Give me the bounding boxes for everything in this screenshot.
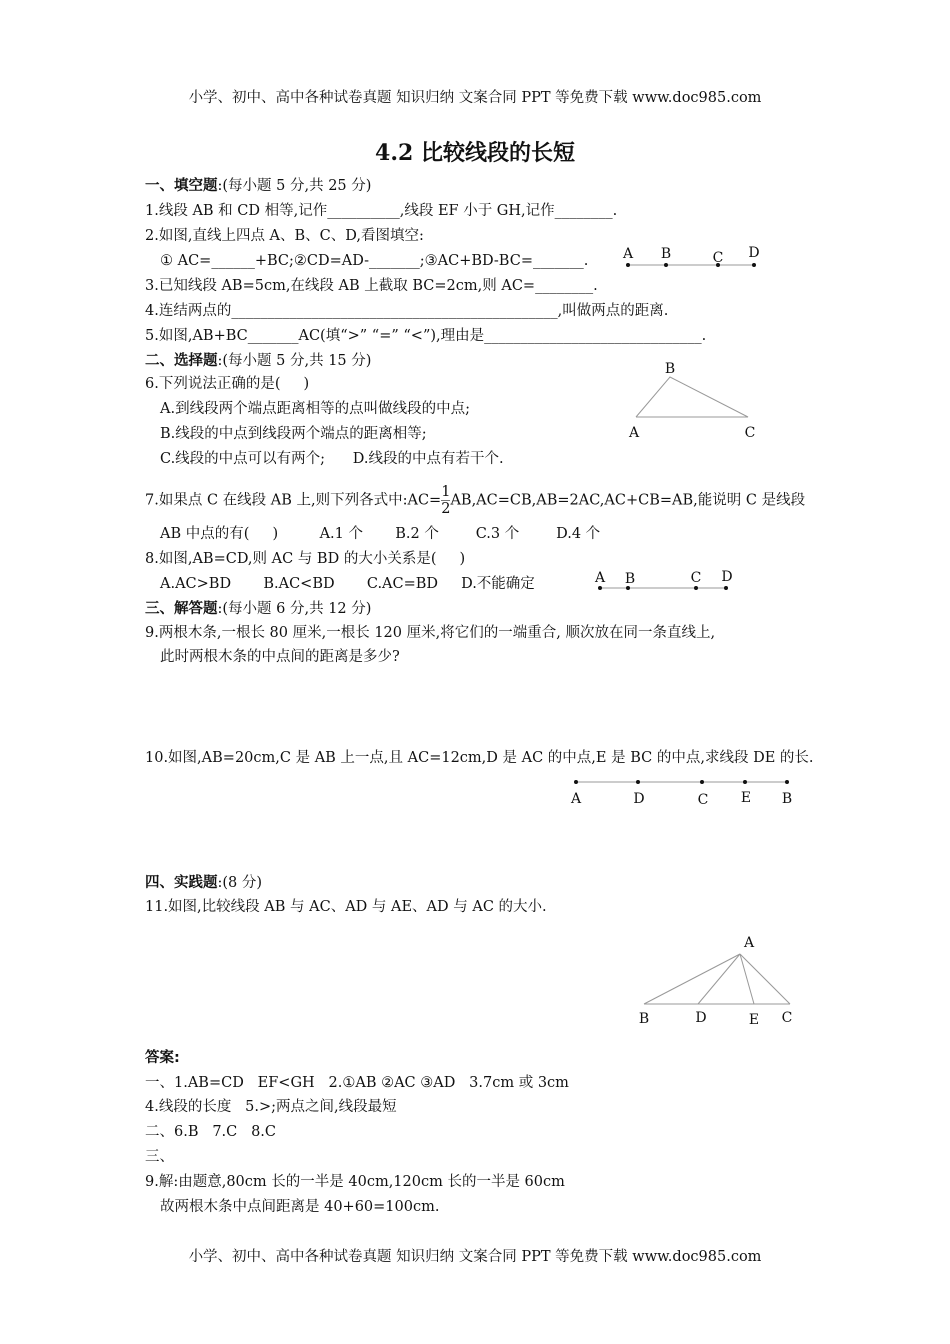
svg-text:A: A — [622, 246, 634, 262]
question-7-options: AB 中点的有( ) A.1 个 B.2 个 C.3 个 D.4 个 — [160, 526, 601, 542]
section-2-heading: 二、选择题:(每小题 5 分,共 15 分) — [145, 353, 372, 369]
question-2-blanks: ① AC=______+BC;②CD=AD-_______;③AC+BD-BC=_______. — [160, 253, 589, 269]
page-title: 4.2 比较线段的长短 — [375, 140, 575, 166]
section-3-heading: 三、解答题:(每小题 6 分,共 12 分) — [145, 601, 372, 617]
figure-q5-triangle — [620, 355, 770, 445]
question-7: 7.如果点 C 在线段 AB 上,则下列各式中:AC= $\frac{1}{2}$ AB,AC=CB,AB=2AC,AC+CB=AB,能说明 C 是线段 — [145, 484, 806, 517]
svg-text:B: B — [664, 361, 676, 377]
question-10: 10.如图,AB=20cm,C 是 AB 上一点,且 AC=12cm,D 是 AC 的中点,E 是 BC 的中点,求线段 DE 的长. — [145, 750, 814, 766]
question-2: 2.如图,直线上四点 A、B、C、D,看图填空: — [145, 228, 424, 244]
svg-text:D: D — [695, 1010, 707, 1026]
section-1-heading: 一、填空题:(每小题 5 分,共 25 分) — [145, 178, 372, 194]
svg-text:A: A — [743, 935, 755, 951]
question-6: 6.下列说法正确的是( ) — [145, 376, 310, 392]
svg-text:C: C — [697, 792, 709, 808]
section-4-heading: 四、实践题:(8 分) — [145, 875, 263, 891]
page-footer: 小学、初中、高中各种试卷真题 知识归纳 文案合同 PPT 等免费下载 www.doc985.com — [188, 1249, 762, 1265]
svg-text:C: C — [690, 570, 702, 586]
question-8-options: A.AC>BD B.AC<BD C.AC=BD D.不能确定 — [160, 576, 535, 592]
answer-line-4: 三、 — [145, 1149, 174, 1165]
question-8: 8.如图,AB=CD,则 AC 与 BD 的大小关系是( ) — [145, 551, 466, 567]
svg-text:A: A — [570, 791, 582, 807]
question-9: 9.两根木条,一根长 80 厘米,一根长 120 厘米,将它们的一端重合, 顺次放在同一条直线上, — [145, 625, 716, 641]
answers-heading: 答案: — [145, 1050, 180, 1066]
svg-text:B: B — [781, 791, 793, 807]
svg-text:D: D — [721, 569, 733, 585]
figure-q8-line — [590, 565, 740, 595]
question-5: 5.如图,AB+BC_______AC(填“>” “=” “<”),理由是______________________________. — [145, 328, 707, 344]
svg-text:B: B — [638, 1011, 650, 1027]
question-6-option-c-d: C.线段的中点可以有两个; D.线段的中点有若干个. — [160, 451, 504, 467]
svg-text:B: B — [624, 571, 636, 587]
figure-q10-line — [565, 770, 805, 810]
svg-text:D: D — [748, 245, 760, 261]
question-11: 11.如图,比较线段 AB 与 AC、AD 与 AE、AD 与 AC 的大小. — [145, 899, 547, 915]
question-4: 4.连结两点的_____________________________________________,叫做两点的距离. — [145, 303, 669, 319]
svg-text:E: E — [740, 790, 752, 806]
svg-text:C: C — [744, 425, 756, 441]
question-6-option-a: A.到线段两个端点距离相等的点叫做线段的中点; — [160, 401, 470, 417]
svg-text:D: D — [633, 791, 645, 807]
svg-text:C: C — [781, 1010, 793, 1026]
question-6-option-b: B.线段的中点到线段两个端点的距离相等; — [160, 426, 427, 442]
svg-text:A: A — [594, 570, 606, 586]
svg-text:E: E — [748, 1012, 760, 1028]
answer-line-3: 二、6.B 7.C 8.C — [145, 1124, 277, 1140]
svg-text:B: B — [660, 246, 672, 262]
question-3: 3.已知线段 AB=5cm,在线段 AB 上截取 BC=2cm,则 AC=________. — [145, 278, 598, 294]
answer-line-2: 4.线段的长度 5.>;两点之间,线段最短 — [145, 1099, 397, 1115]
svg-text:C: C — [712, 250, 724, 266]
figure-q11-triangle — [630, 930, 800, 1030]
answer-line-1: 一、1.AB=CD EF<GH 2.①AB ②AC ③AD 3.7cm 或 3cm — [145, 1075, 569, 1091]
question-1: 1.线段 AB 和 CD 相等,记作__________,线段 EF 小于 GH,记作________. — [145, 203, 618, 219]
question-9-cont: 此时两根木条的中点间的距离是多少? — [160, 649, 400, 665]
fraction-one-half: $\frac{1}{2}$ — [441, 484, 451, 517]
answer-line-6: 故两根木条中点间距离是 40+60=100cm. — [160, 1199, 440, 1215]
svg-text:A: A — [628, 425, 640, 441]
answer-line-5: 9.解:由题意,80cm 长的一半是 40cm,120cm 长的一半是 60cm — [145, 1174, 565, 1190]
page-header: 小学、初中、高中各种试卷真题 知识归纳 文案合同 PPT 等免费下载 www.doc985.com — [188, 90, 762, 106]
figure-q2-line — [620, 240, 760, 270]
